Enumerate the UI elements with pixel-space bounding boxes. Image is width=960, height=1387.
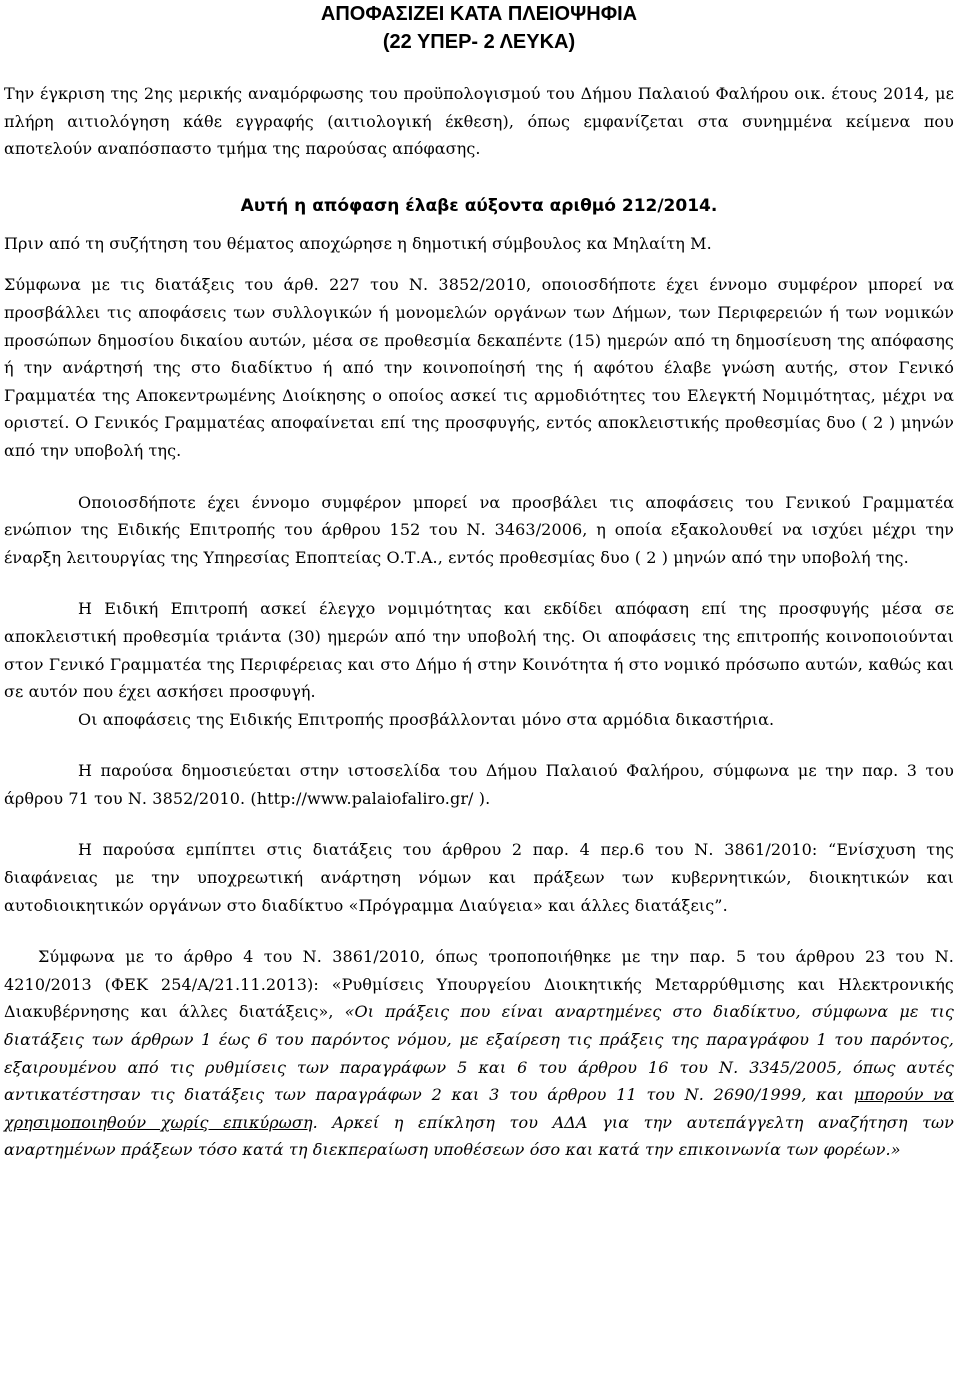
court-note: Οι αποφάσεις της Ειδικής Επιτροπής προσβάλλονται μόνο στα αρμόδια δικαστήρια. <box>78 709 775 729</box>
appeal-paragraph-2: Οποιοσδήποτε έχει έννομο συμφέρον μπορεί να προσβάλει τις αποφάσεις του Γενικού Γραμματέα ενώπιον της Ειδικής Επιτροπής του άρθρου 152 του Ν. 3463/2006, η οποία εξακολουθεί να ισχύει μέχρι την έναρξη λειτουργίας της Υπηρεσίας Εποπτείας Ο.Τ.Α., εντός προθεσμίας δυο ( 2 ) μηνών από την υποβολή της. <box>4 492 954 567</box>
final-paragraph-underlined: μπορούν να χρησιμοποιηθούν χωρίς επικύρωση <box>4 1085 954 1132</box>
final-paragraph <box>4 943 954 1164</box>
decision-heading: ΑΠΟΦΑΣΙΖΕΙ ΚΑΤΑ ΠΛΕΙΟΨΗΦΙΑ <box>320 3 638 25</box>
publication-paragraph: Η παρούσα δημοσιεύεται στην ιστοσελίδα του Δήμου Παλαιού Φαλήρου, σύμφωνα με την παρ. 3 του άρθρου 71 του Ν. 3852/2010. (http://www.palaiofaliro.gr/ ). <box>4 761 954 808</box>
appeal-paragraph-1: Σύμφωνα με τις διατάξεις του άρθ. 227 του Ν. 3852/2010, οποιοσδήποτε έχει έννομο συμφέρον μπορεί να προσβάλλει τις αποφάσεις των συλλογικών ή μονομελών οργάνων των Δήμων, των Περιφερειών ή των νομικών προσώπων δημοσίου δικαίου αυτών, μέσα σε προθεσμία δεκαπέντε (15) ημερών από τη δημοσίευση της απόφασης ή την ανάρτησή της στο διαδίκτυο ή από την κοινοποίησή της ή αφότου έλαβε γνώση αυτής, στον Γενικό Γραμματέα της Αποκεντρωμένης Διοίκησης ο οποίος ασκεί τις αρμοδιότητες του Ελεγκτή Νομιμότητας, μέχρι να οριστεί. Ο Γενικός Γραμματέας αποφαίνεται επί της προσφυγής, εντός αποκλειστικής προθεσμίας δυο ( 2 ) μηνών από την υποβολή της. <box>4 275 954 460</box>
decision-number: Αυτή η απόφαση έλαβε αύξοντα αριθμό 212/2014. <box>240 195 718 216</box>
committee-paragraph: Η Ειδική Επιτροπή ασκεί έλεγχο νομιμότητας και εκδίδει απόφαση επί της προσφυγής μέσα σε αποκλειστική προθεσμία τριάντα (30) ημερών από την υποβολή της. Οι αποφάσεις της επιτροπής κοινοποιούνται στον Γενικό Γραμματέα της Περιφέρειας και στο Δήμο ή στην Κοινότητα ή στο νομικό πρόσωπο αυτών, καθώς και σε αυτόν που έχει ασκήσει προσφυγή. <box>4 599 954 702</box>
scope-paragraph: Η παρούσα εμπίπτει στις διατάξεις του άρθρου 2 παρ. 4 περ.6 του Ν. 3861/2010: “Ενίσχυση της διαφάνειας με την υποχρεωτική ανάρτηση νόμων και πράξεων των κυβερνητικών, διοικητικών και αυτοδιοικητικών οργάνων στο διαδίκτυο «Πρόγραμμα Διαύγεια» και άλλες διατάξεις”. <box>4 840 954 915</box>
approval-paragraph: Την έγκριση της 2ης μερικής αναμόρφωσης του προϋπολογισμού του Δήμου Παλαιού Φαλήρου οικ. έτους 2014, με πλήρη αιτιολόγηση κάθε εγγραφής (αιτιολογική έκθεση), όπως εμφανίζεται στα συνημμένα κείμενα που αποτελούν αναπόσπαστο τμήμα της παρούσας απόφασης. <box>4 84 954 159</box>
withdrawal-note: Πριν από τη συζήτηση του θέματος αποχώρησε η δημοτική σύμβουλος κα Μηλαίτη Μ. <box>4 233 712 253</box>
final-paragraph-quote-2: . Αρκεί η επίκληση του ΑΔΑ για την αυτεπάγγελτη αναζήτηση των αναρτημένων πράξεων τόσο κατά τη διεκπεραίωση υποθέσεων όσο και κατά την επικοινωνία των φορέων.» <box>4 1112 955 1160</box>
vote-count: (22 ΥΠΕΡ- 2 ΛΕΥΚΑ) <box>382 31 576 53</box>
final-paragraph-quote-1: «Οι πράξεις που είναι αναρτημένες στο διαδίκτυο, σύμφωνα με τις διατάξεις των άρθρων 1 έως 6 του παρόντος νόμου, με εξαίρεση τις πράξεις της παραγράφου 1 του παρόντος, εξαιρουμένου από τις ρυθμίσεις των παραγράφων 5 και 6 του άρθρου 16 του Ν. 3345/2005, όπως αυτές αντικατέστησαν τις διατάξεις των παραγράφων 2 και 3 του άρθρου 11 του Ν. 2690/1999, και <box>4 1002 954 1105</box>
final-paragraph-text: Σύμφωνα με το άρθρο 4 του Ν. 3861/2010, όπως τροποποιήθηκε με την παρ. 5 του άρθρου 23 του Ν. 4210/2013 (ΦΕΚ 254/Α/21.11.2013): «Ρυθμίσεις Υπουργείου Διοικητικής Μεταρρύθμισης και Ηλεκτρονικής Διακυβέρνησης και άλλες διατάξεις», <box>4 947 954 1022</box>
